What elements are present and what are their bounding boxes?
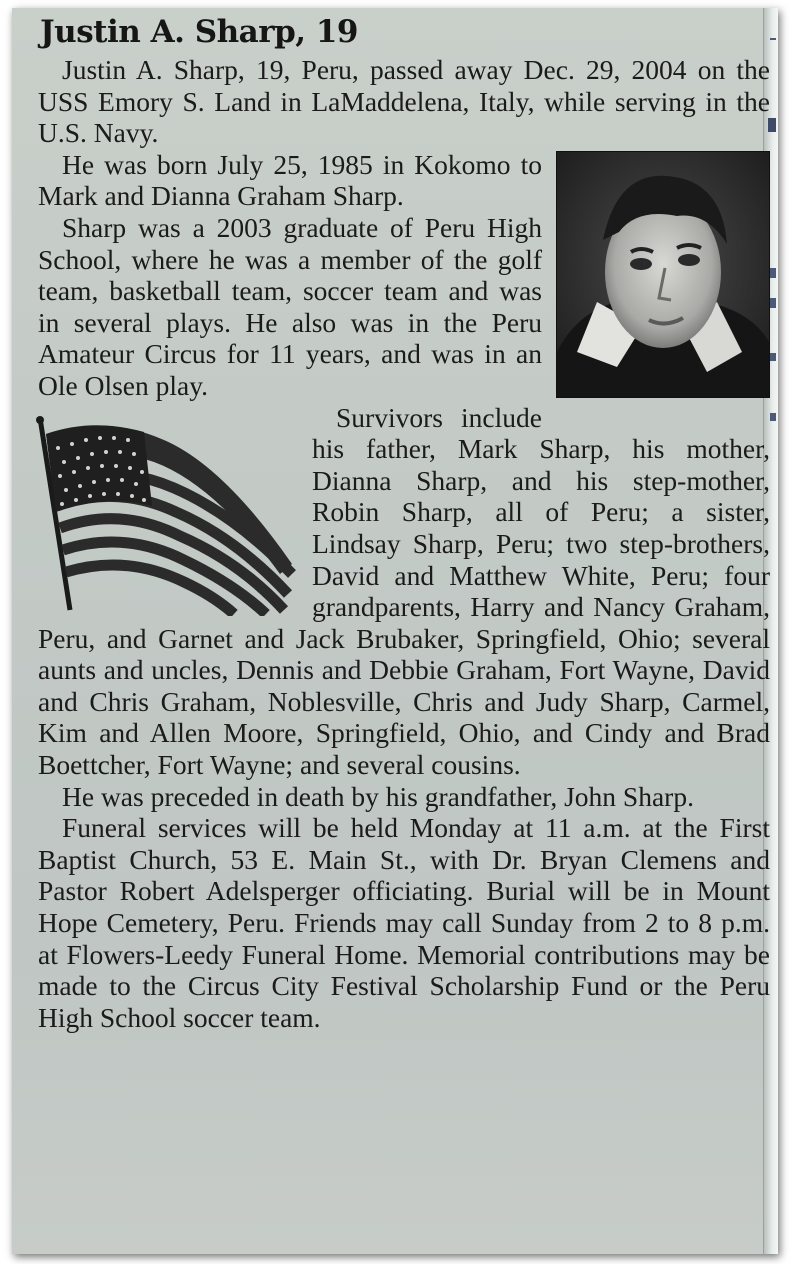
newspaper-clipping [12, 8, 778, 1254]
paragraph-preceded: He was preceded in death by his grandfather, John Sharp. [62, 780, 694, 812]
paragraph-education: Sharp was a 2003 graduate of Peru High School, where he was a member of the golf team, basketball team, soccer team and was in several plays. He also was in the Peru Amateur Circus for 11 years, and was in an Ole Olsen play. [38, 211, 542, 401]
obituary-body [38, 54, 770, 1033]
portrait-photo [556, 151, 770, 398]
american-flag-illustration [34, 414, 298, 616]
obituary-headline: Justin A. Sharp, 19 [40, 14, 358, 50]
paragraph-birth: He was born July 25, 1985 in Kokomo to Mark and Dianna Graham Sharp. [38, 148, 542, 212]
paragraph-services: Funeral services will be held Monday at 11 a.m. at the First Baptist Church, 53 E. Main St., with Dr. Bryan Clemens and Pastor Robert Adelsperger officiating. Burial will be in Mount Hope Cemetery, Peru. Friends may call Sunday from 2 to 8 p.m. at Flowers-Leedy Funeral Home. Memorial contributions may be made to the Circus City Festival Scholarship Fund or the Peru High School soccer team. [38, 812, 770, 1033]
paragraph-survivors: Survivors include his father, Mark Sharp, his mother, Dianna Sharp, and his step-mother, Robin Sharp, all of Peru; a sister, Lindsay Sharp, Peru; two step-brothers, David and Matthew White, Peru; four grandparents, Harry and Nancy Graham, Peru, and Garnet and Jack Brubaker, Springfield, Ohio; several aunts and uncles, Dennis and Debbie Graham, Fort Wayne, David and Chris Graham, Noblesville, Chris and Judy Sharp, Carmel, Kim and Allen Moore, Springfield, Ohio, and Cindy and Brad Boettcher, Fort Wayne; and several cousins. [38, 401, 770, 781]
flag-icon [34, 414, 298, 616]
portrait-image [557, 152, 769, 397]
paragraph-death: Justin A. Sharp, 19, Peru, passed away Dec. 29, 2004 on the USS Emory S. Land in LaMaddelena, Italy, while serving in the U.S. Navy. [38, 54, 770, 149]
